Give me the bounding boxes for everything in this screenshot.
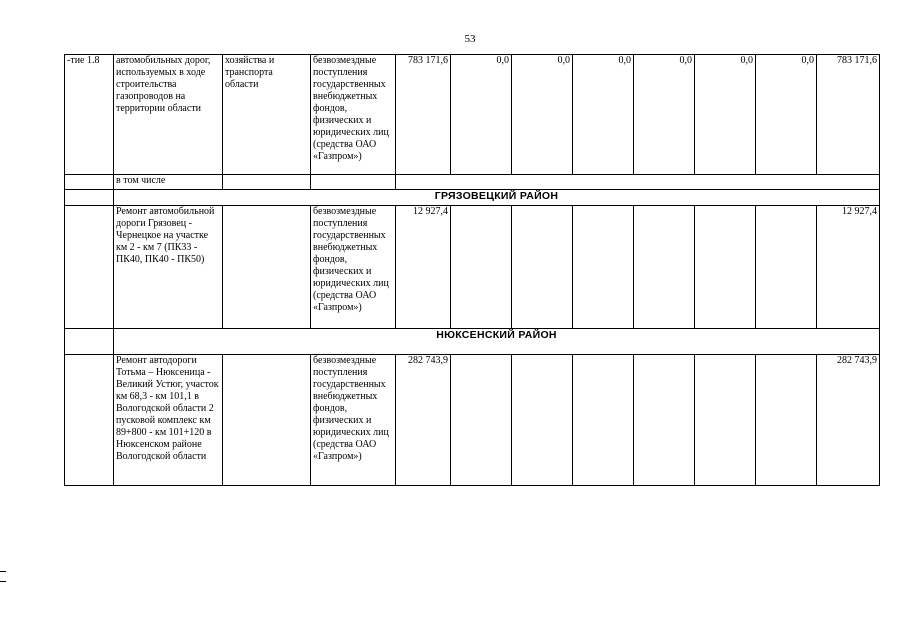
subtotal-label: в том числе [114,175,223,190]
funding-source-cell: безвозмездные поступления государственных внебюджетных фондов, физических и юридических лиц (средства ОАО «Газпром») [311,355,396,486]
table-row [65,355,880,486]
value-cell: 0,0 [756,55,817,175]
value-cell: 0,0 [634,55,695,175]
funding-source-cell: безвозмездные поступления государственных внебюджетных фондов, физических и юридических лиц (средства ОАО «Газпром») [311,206,396,329]
budget-table [64,54,880,486]
margin-mark [0,581,6,582]
value-cell: 0,0 [695,55,756,175]
value-cell: 0,0 [512,55,573,175]
table-row [65,206,880,329]
table-row [65,175,880,190]
section-heading: ГРЯЗОВЕЦКИЙ РАЙОН [114,190,880,206]
value-cell: 282 743,9 [817,355,880,486]
item-name-cell: Ремонт автодороги Тотьма – Нюксеница - Великий Устюг, участок км 68,3 - км 101,1 в Вологодской области 2 пусковой комплекс км 89+800 - км 101+120 в Нюксенском районе Вологодской области [114,355,223,486]
section-row [65,190,880,206]
value-cell: 0,0 [573,55,634,175]
value-cell: 12 927,4 [396,206,451,329]
item-number-cell: -тие 1.8 [65,55,114,175]
owner-cell: хозяйства и транспорта области [223,55,311,175]
value-cell: 0,0 [451,55,512,175]
value-cell: 783 171,6 [817,55,880,175]
value-cell: 282 743,9 [396,355,451,486]
page-number: 53 [464,33,476,45]
item-name-cell: автомобильных дорог, используемых в ходе строительства газопроводов на территории области [114,55,223,175]
section-heading: НЮКСЕНСКИЙ РАЙОН [114,329,880,355]
margin-mark [0,571,6,572]
section-row [65,329,880,355]
funding-source-cell: безвозмездные поступления государственных внебюджетных фондов, физических и юридических лиц (средства ОАО «Газпром») [311,55,396,175]
value-cell: 12 927,4 [817,206,880,329]
value-cell: 783 171,6 [396,55,451,175]
item-name-cell: Ремонт автомобильной дороги Грязовец - Чернецкое на участке км 2 - км 7 (ПК33 - ПК40, ПК40 - ПК50) [114,206,223,329]
table-row [65,55,880,175]
